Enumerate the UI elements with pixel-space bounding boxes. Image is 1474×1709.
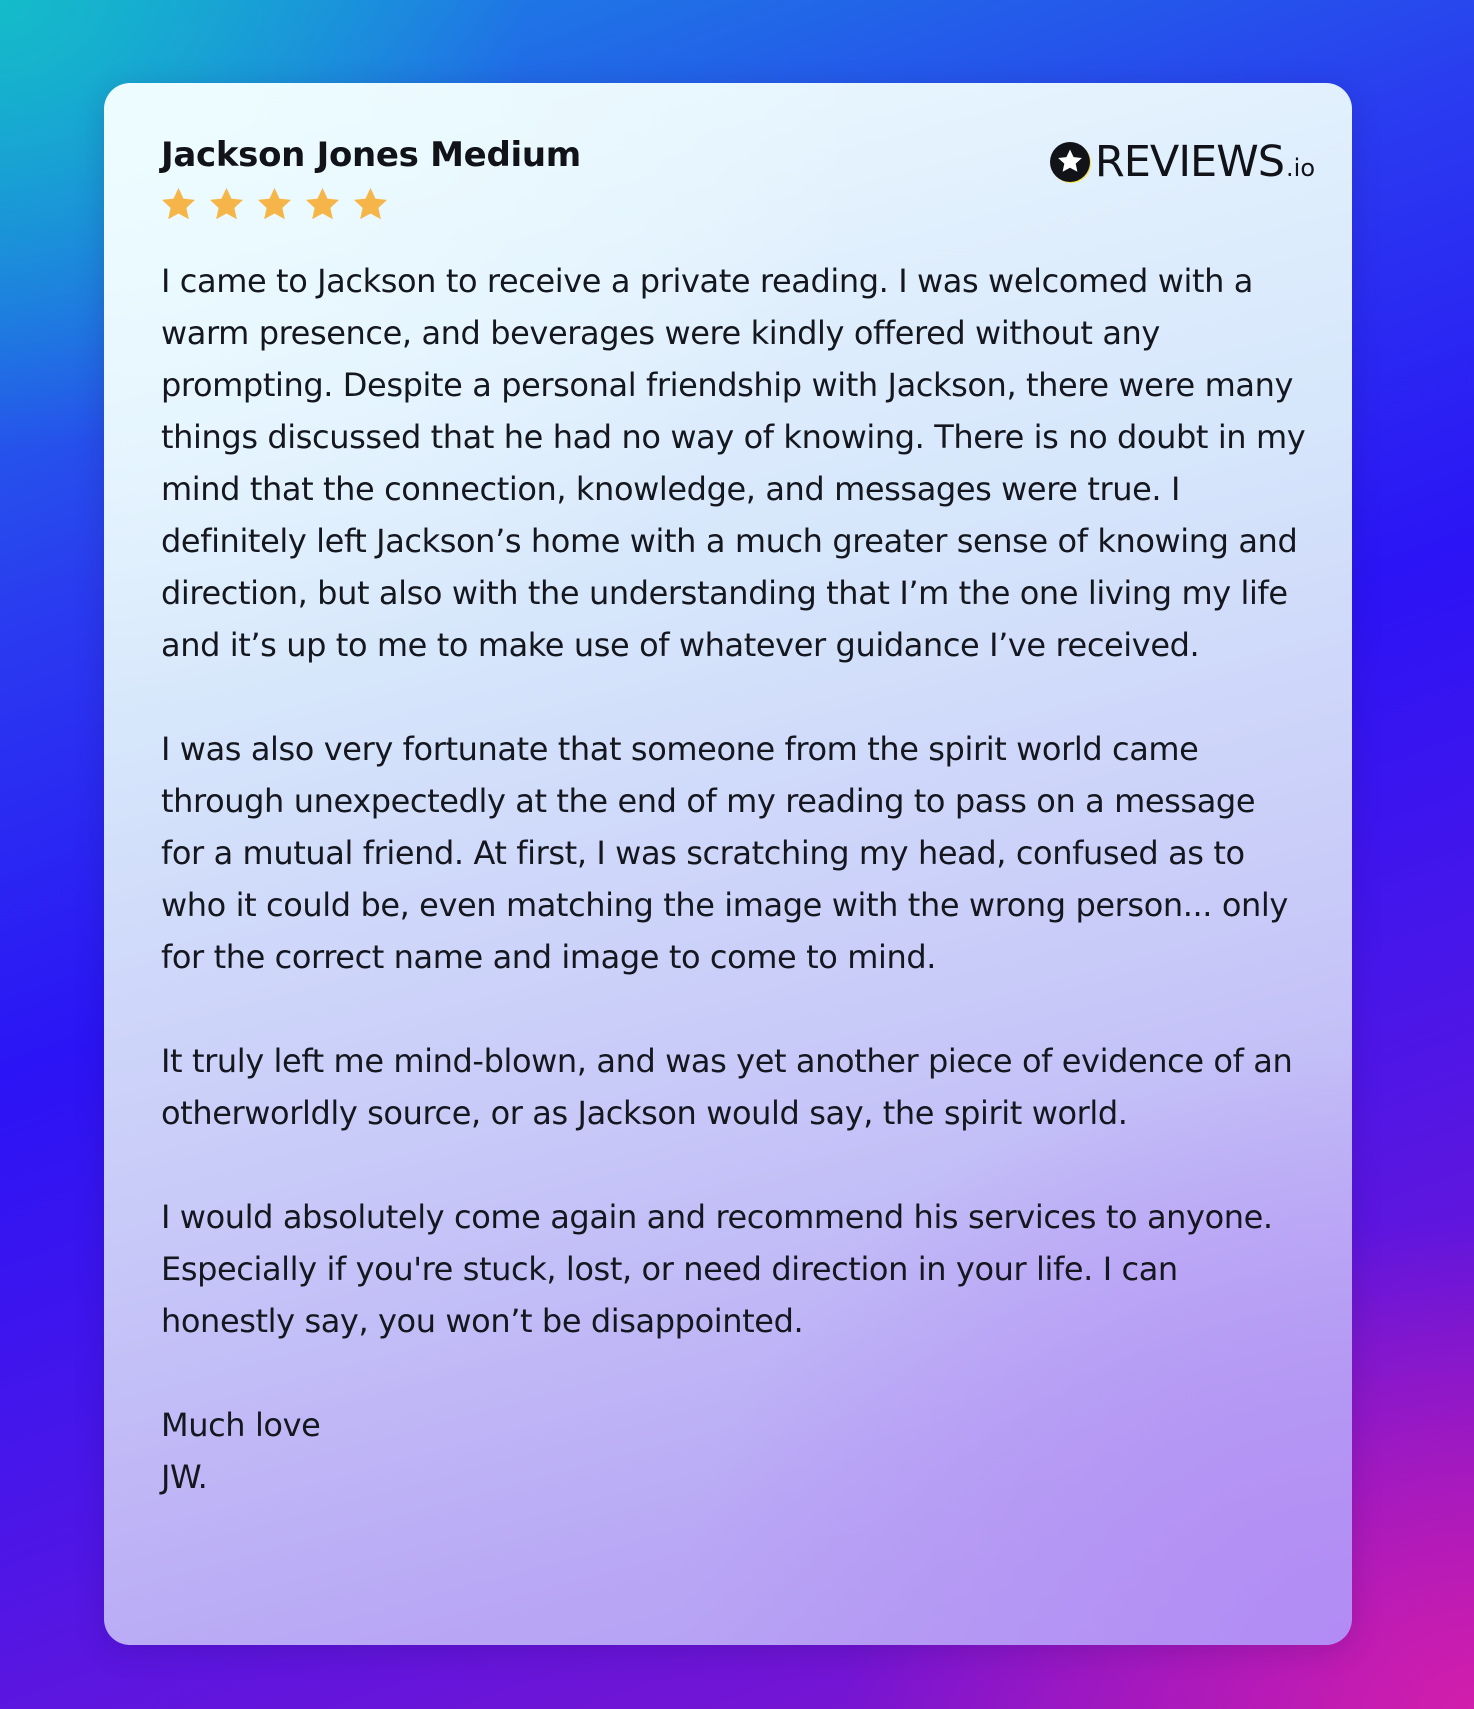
star-icon: [159, 185, 198, 224]
star-circle-icon: [1047, 139, 1093, 185]
logo-suffix: .io: [1286, 154, 1315, 182]
star-icon: [351, 185, 390, 224]
star-icon: [255, 185, 294, 224]
star-rating: [159, 185, 390, 224]
review-paragraph: It truly left me mind-blown, and was yet another piece of evidence of an otherworldly source, or as Jackson would say, the spirit world.: [161, 1042, 1293, 1132]
reviews-io-logo[interactable]: [1047, 139, 1315, 185]
star-icon: [207, 185, 246, 224]
review-card: [104, 83, 1352, 1645]
logo-wordmark: REVIEWS: [1094, 137, 1285, 187]
review-paragraph: I would absolutely come again and recommend his services to anyone. Especially if you're stuck, lost, or need direction in your life. I can honestly say, you won’t be disappointed.: [161, 1198, 1273, 1340]
signoff-greeting: Much love: [161, 1406, 321, 1444]
review-paragraph: I came to Jackson to receive a private reading. I was welcomed with a warm presence, and beverages were kindly offered without any prompting. Despite a personal friendship with Jackson, there were many things discussed that he had no way of knowing. There is no doubt in my mind that the connection, knowledge, and messages were true. I definitely left Jackson’s home with a much greater sense of knowing and direction, but also with the understanding that I’m the one living my life and it’s up to me to make use of whatever guidance I’ve received.: [161, 262, 1306, 664]
star-icon: [303, 185, 342, 224]
review-paragraph: I was also very fortunate that someone from the spirit world came through unexpectedly at the end of my reading to pass on a message for a mutual friend. At first, I was scratching my head, confused as to who it could be, even matching the image with the wrong person... only for the correct name and image to come to mind.: [161, 730, 1288, 976]
review-body: [161, 255, 1306, 1503]
signoff-initials: JW.: [161, 1458, 208, 1496]
reviewer-name: Jackson Jones Medium: [161, 135, 581, 175]
